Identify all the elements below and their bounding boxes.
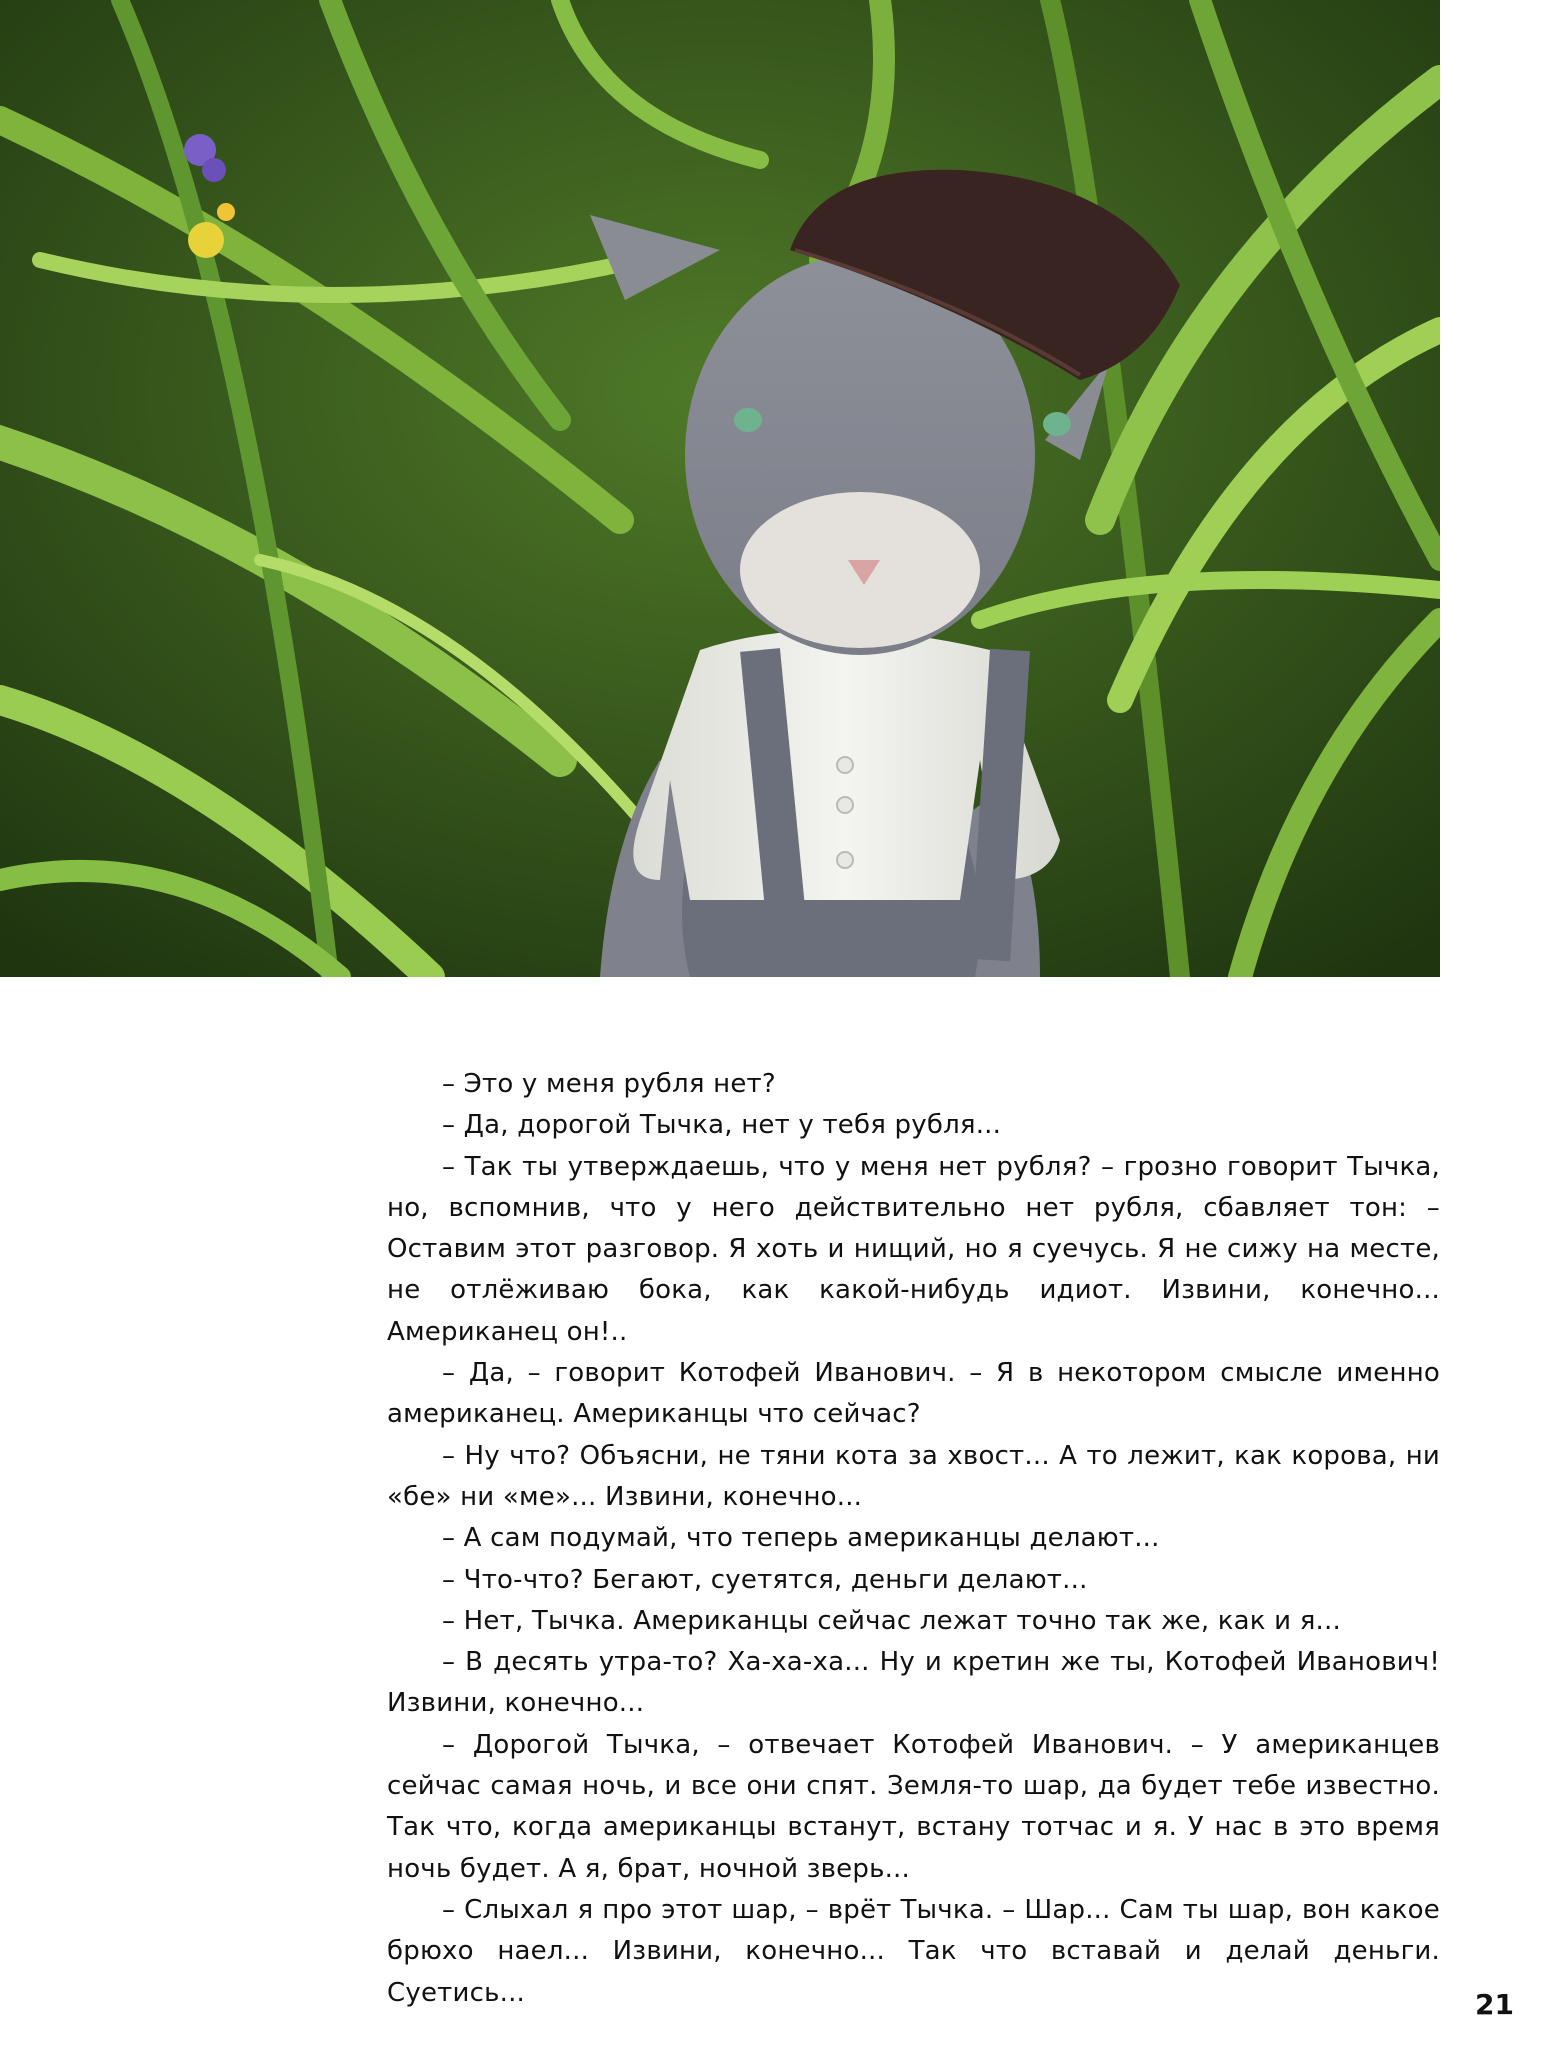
paragraph: – А сам подумай, что теперь американцы делают... bbox=[442, 1523, 1160, 1554]
paragraph: – Да, – говорит Котофей Иванович. – Я в некотором смысле именно американец. Американцы что сейчас? bbox=[387, 1358, 1440, 1430]
left-eye bbox=[734, 408, 762, 432]
paragraph: – Что-что? Бегают, суетятся, деньги делают... bbox=[442, 1564, 1088, 1595]
paragraph: – Слыхал я про этот шар, – врёт Тычка. – Шар... Сам ты шар, вон какое брюхо наел... Извини, конечно... Так что вставай и делай деньги. Суетись... bbox=[387, 1894, 1440, 2008]
paragraph: – Да, дорогой Тычка, нет у тебя рубля... bbox=[442, 1110, 1002, 1141]
cat-doll-photo bbox=[0, 0, 1440, 977]
paragraph: – Дорогой Тычка, – отвечает Котофей Иванович. – У американцев сейчас самая ночь, и все они спят. Земля-то шар, да будет тебе известно. Так что, когда американцы встанут, встану тотчас и я. У нас в это время ночь будет. А я, брат, ночной зверь... bbox=[387, 1729, 1440, 1884]
paragraph: – В десять утра-то? Ха-ха-ха... Ну и кретин же ты, Котофей Иванович! Извини, конечно... bbox=[387, 1647, 1440, 1719]
page-number: 21 bbox=[1475, 1988, 1514, 2021]
right-eye bbox=[1043, 412, 1071, 436]
paragraph: – Это у меня рубля нет? bbox=[442, 1069, 776, 1099]
story-text bbox=[387, 1064, 1440, 2014]
paragraph: – Так ты утверждаешь, что у меня нет рубля? – грозно говорит Тычка, но, вспомнив, что у него действительно нет рубля, сбавляет тон: – Оставим этот разговор. Я хоть и нищий, но я суечусь. Я не сижу на месте, не отлёживаю бока, как какой-нибудь идиот. Извини, конечно... Американец он!.. bbox=[387, 1151, 1440, 1347]
cat-doll-illustration bbox=[0, 0, 1440, 977]
suspender-right bbox=[990, 650, 1010, 960]
paragraph: – Нет, Тычка. Американцы сейчас лежат точно так же, как и я... bbox=[442, 1605, 1341, 1636]
paragraph: – Ну что? Объясни, не тяни кота за хвост... А то лежит, как корова, ни «бе» ни «ме»... Извини, конечно... bbox=[387, 1440, 1440, 1512]
